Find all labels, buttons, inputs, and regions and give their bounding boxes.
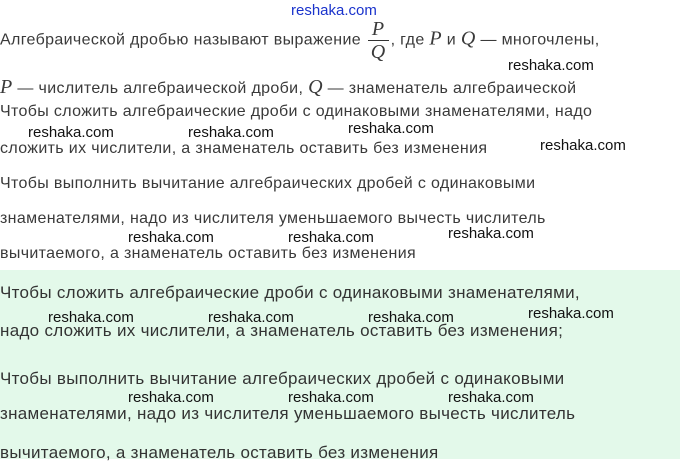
rule-sub-line-1: Чтобы выполнить вычитание алгебраических дробей с одинаковыми	[0, 175, 536, 192]
watermark: reshaka.com	[48, 309, 134, 326]
highlight-add-line-1: Чтобы сложить алгебраические дроби с одинаковыми знаменателями,	[0, 283, 580, 302]
watermark: reshaka.com	[288, 389, 374, 406]
watermark: reshaka.com	[128, 389, 214, 406]
rule-sub-line-2: знаменателями, надо из числителя уменьшаемого вычесть числитель	[0, 210, 546, 227]
watermark: reshaka.com	[188, 124, 274, 141]
definition-line-2	[0, 76, 576, 96]
watermark: reshaka.com	[348, 120, 434, 137]
rule-add-line-2: сложить их числители, а знаменатель оставить без изменения	[0, 140, 488, 157]
fraction-numerator: P	[368, 18, 389, 41]
denominator-definition: — знаменатель алгебраической	[327, 80, 577, 96]
watermark: reshaka.com	[540, 137, 626, 154]
watermark: reshaka.com	[528, 305, 614, 322]
watermark: reshaka.com	[28, 124, 114, 141]
definition-text: Алгебраической дробью называют выражение	[0, 31, 361, 49]
rule-sub-line-3: вычитаемого, а знаменатель оставить без изменения	[0, 245, 417, 262]
watermark: reshaka.com	[508, 57, 594, 74]
highlight-block	[0, 270, 680, 462]
watermark: reshaka.com	[128, 229, 214, 246]
watermark: reshaka.com	[288, 229, 374, 246]
highlight-sub-line-2: знаменателями, надо из числителя уменьшаемого вычесть числитель	[0, 404, 576, 423]
watermark: reshaka.com	[448, 225, 534, 242]
site-label: reshaka.com	[291, 2, 377, 19]
watermark: reshaka.com	[208, 309, 294, 326]
var-q: Q	[460, 27, 476, 50]
highlight-sub-line-1: Чтобы выполнить вычитание алгебраических дробей с одинаковыми	[0, 369, 565, 388]
highlight-sub-line-3: вычитаемого, а знаменатель оставить без изменения	[0, 443, 439, 462]
highlight-add-line-2: надо сложить их числители, а знаменатель оставить без изменения;	[0, 321, 564, 340]
definition-polynomials: — многочлены,	[480, 31, 600, 49]
fraction-p-over-q	[368, 18, 389, 63]
definition-block	[0, 0, 680, 96]
var-p-numerator: P	[0, 76, 13, 96]
watermark: reshaka.com	[368, 309, 454, 326]
definition-and: и	[446, 31, 457, 49]
definition-where: , где	[390, 31, 425, 49]
var-p: P	[429, 27, 442, 50]
watermark: reshaka.com	[448, 389, 534, 406]
var-q-denominator: Q	[308, 76, 323, 96]
rule-add-line-1: Чтобы сложить алгебраические дроби с одинаковыми знаменателями, надо	[0, 103, 593, 120]
fraction-denominator: Q	[370, 41, 386, 63]
numerator-definition: — числитель алгебраической дроби,	[17, 80, 304, 96]
